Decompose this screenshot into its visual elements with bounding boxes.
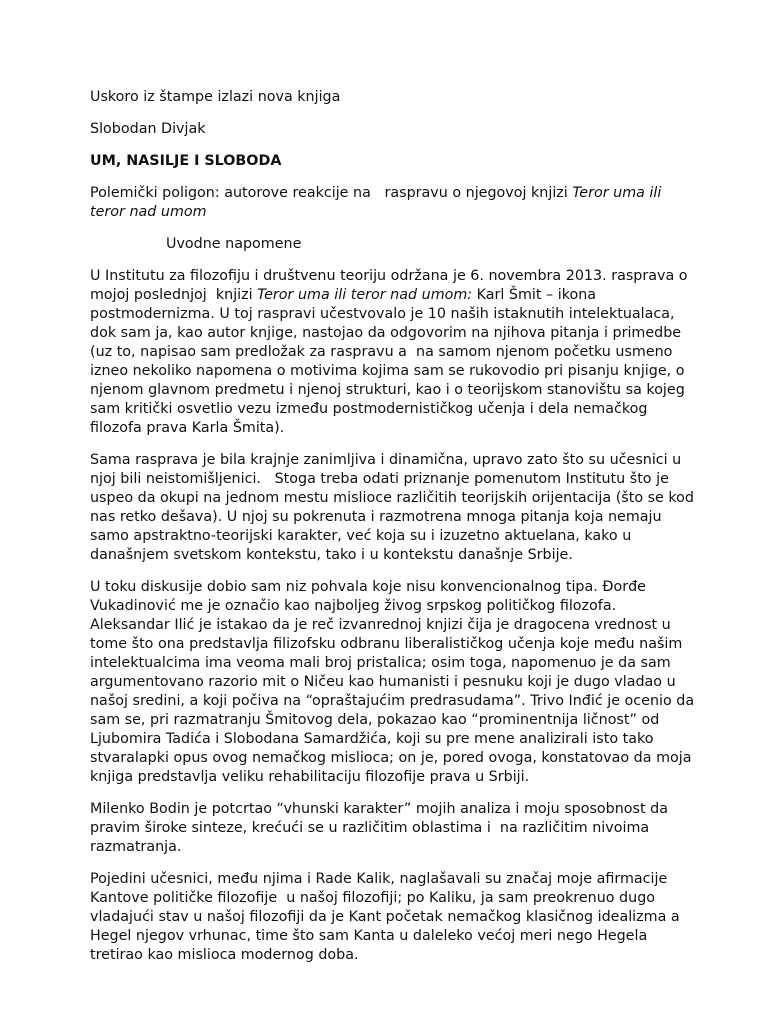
paragraph-line: vladajući stav u našoj filozofiji da je Kant početak nemačkog klasičnog idealizma a — [90, 909, 680, 925]
paragraph-line: uspeo da okupi na jednom mestu mislioce različitih teorijskih orijentacija (što se kod — [90, 490, 694, 506]
paragraph-line: U Institutu za filozofiju i društvenu teoriju održana je 6. novembra 2013. rasprava o — [90, 268, 688, 284]
paragraph-line: dok sam ja, kao autor knjige, nastojao da odgovorim na njihova pitanja i primedbe — [90, 325, 682, 341]
paragraph-line: Kantove političke filozofije u našoj filozofiji; po Kaliku, ja sam preokrenuo dugo — [90, 890, 656, 906]
paragraph-line: njoj bili neistomišljenici. Stoga treba odati priznanje pomenutom Institutu što je — [90, 471, 669, 487]
paragraph-line: izneo nekoliko napomena o motivima kojima sam se rukovodio pri pisanju knjige, o — [90, 363, 685, 379]
paragraph-line: razmatranja. — [90, 839, 182, 855]
paragraph-line: tretirao kao mislioca modernog doba. — [90, 947, 359, 963]
paragraph-3 — [90, 578, 695, 787]
paragraph-5 — [90, 870, 680, 965]
paragraph-line: intelektualcima ima veoma mali broj pristalica; osim toga, napomenuo je da sam — [90, 655, 671, 671]
paragraph-line: njenom glavnom predmetu i njenoj strukturi, kao i o teorijskom stanovištu sa kojeg — [90, 382, 685, 398]
paragraph-line: pravim široke sinteze, krećući se u različitim oblastima i na različitim nivoima — [90, 820, 650, 836]
section-heading: Uvodne napomene — [166, 236, 302, 252]
paragraph-line: Aleksandar Ilić je istakao da je reč izvanrednoj knjizi čija je dragocena vrednost u — [90, 617, 671, 633]
paragraph-line — [90, 286, 680, 305]
paragraph-line: našoj sredini, a koji počiva na “opraštajućim predrasudama”. Trivo Inđić je ocenio da — [90, 693, 695, 709]
paragraph-line: Hegel njegov vrhunac, time što sam Kanta u daleleko većoj meri nego Hegela — [90, 928, 648, 944]
paragraph-line: današnjem svetskom kontekstu, tako i u kontekstu današnje Srbije. — [90, 547, 573, 563]
paragraph-line: U toku diskusije dobio sam niz pohvala koje nisu konvencionalnog tipa. Đorđe — [90, 579, 646, 595]
paragraph-line: nas retko dešava). U njoj su pokrenuta i razmotrena mnoga pitanja koja nemaju — [90, 509, 662, 525]
book-title: UM, NASILJE I SLOBODA — [90, 153, 282, 169]
paragraph-4 — [90, 800, 680, 857]
paragraph-line: Sama rasprava je bila krajnje zanimljiva i dinamična, upravo zato što su učesnici u — [90, 452, 682, 468]
paragraph-line: postmodernizma. U toj raspravi učestvovalo je 10 naših istaknutih intelektualaca, — [90, 306, 675, 322]
intro-line: Uskoro iz štampe izlazi nova knjiga — [90, 89, 341, 105]
text-span: mojoj poslednjoj knjizi — [90, 287, 258, 303]
paragraph-2 — [90, 451, 694, 565]
document-page — [90, 88, 695, 978]
paragraph-line: Milenko Bodin je potcrtao “vhunski karakter” mojih analiza i moju sposobnost da — [90, 801, 668, 817]
subtitle — [90, 184, 680, 222]
paragraph-line: sam kritički osvetlio vezu između postmodernističkog učenja i dela nemačkog — [90, 401, 648, 417]
paragraph-line: argumentovano razorio mit o Ničeu kao humanisti i pesnuku koji je dugo vladao u — [90, 674, 676, 690]
paragraph-line: Vukadinović me je označio kao najboljeg živog srpskog političkog filozofa. — [90, 598, 617, 614]
subtitle-text: Polemički poligon: autorove reakcije na raspravu o njegovoj knjizi — [90, 185, 573, 201]
text-span: Karl Šmit – ikona — [472, 287, 597, 303]
paragraph-1 — [90, 267, 688, 438]
paragraph-line: filozofa prava Karla Šmita). — [90, 420, 285, 436]
paragraph-line: Pojedini učesnici, među njima i Rade Kalik, naglašavali su značaj moje afirmacije — [90, 871, 668, 887]
paragraph-line: knjiga predstavlja veliku rehabilitaciju filozofije prava u Srbiji. — [90, 769, 530, 785]
paragraph-line: (uz to, napisao sam predložak za raspravu a na samom njenom početku usmeno — [90, 344, 673, 360]
paragraph-line: Ljubomira Tadića i Slobodana Samardžića, koji su pre mene analizirali isto tako — [90, 731, 654, 747]
subtitle-line-1 — [90, 184, 680, 203]
subtitle-line-2: teror nad umom — [90, 204, 207, 220]
paragraph-line: samo apstraktno-teorijski karakter, već koja su i izuzetno aktuelana, kako u — [90, 528, 632, 544]
paragraph-line: stvaralapki opus ovog nemačkog mislioca; on je, pored ovoga, konstatovao da moja — [90, 750, 692, 766]
paragraph-line: sam se, pri razmatranju Šmitovog dela, pokazao kao “prominentnija ličnost” od — [90, 712, 660, 728]
subtitle-book-ref: Teror uma ili — [572, 185, 662, 201]
author-name: Slobodan Divjak — [90, 121, 206, 137]
book-ref: Teror uma ili teror nad umom: — [257, 287, 473, 303]
paragraph-line: tome što ona predstavlja filizofsku odbranu liberalističkog učenja koje među našim — [90, 636, 683, 652]
